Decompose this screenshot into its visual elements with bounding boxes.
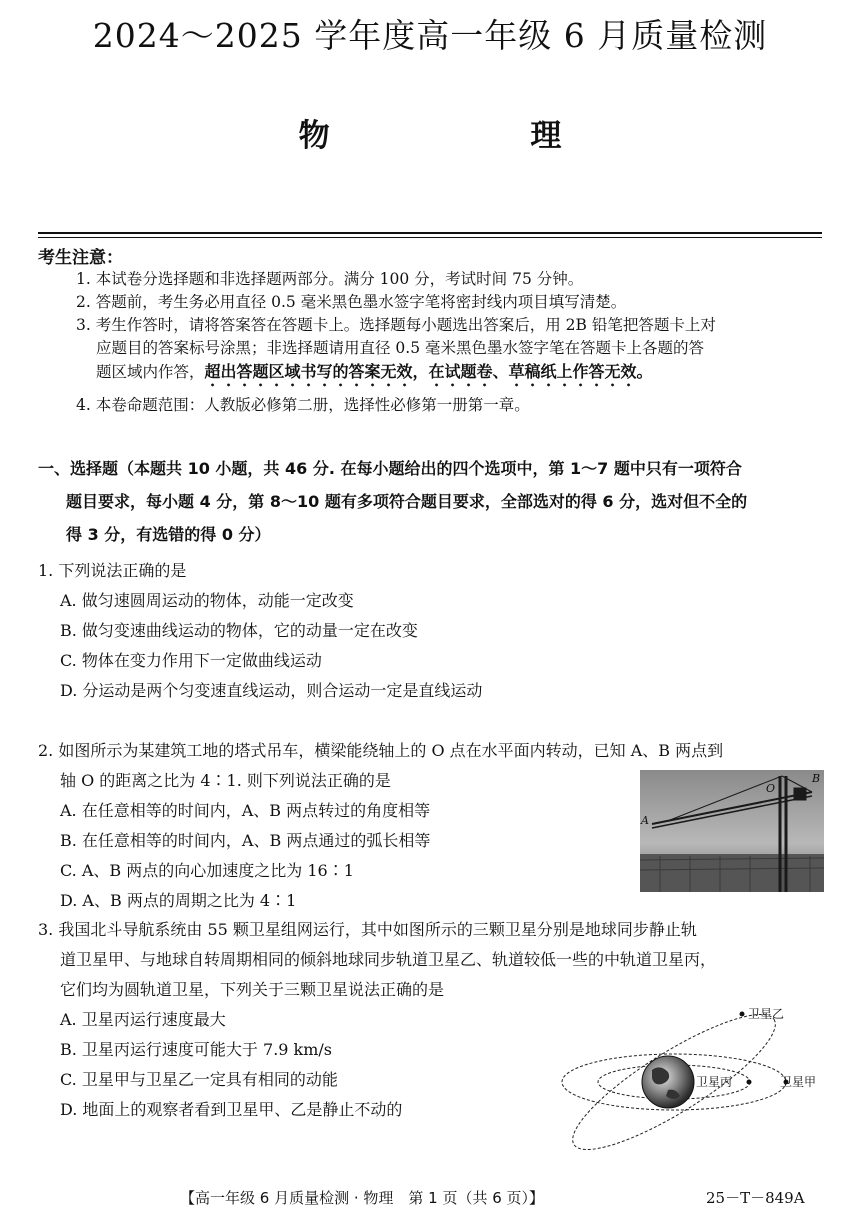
question-3-option-c: C. 卫星甲与卫星乙一定具有相同的动能 <box>60 1070 338 1089</box>
label-satellite-bing: 卫星丙 <box>696 1075 733 1089</box>
section-1-line-1: 一、选择题（本题共 10 小题，共 46 分. 在每小题给出的四个选项中，第 1～7 题中只有一项符合 <box>38 459 742 478</box>
header-rule-thick <box>38 232 822 234</box>
question-3-stem-line-3: 它们均为圆轨道卫星，下列关于三颗卫星说法正确的是 <box>60 980 445 999</box>
question-2-stem-line-1: 2. 如图所示为某建筑工地的塔式吊车，横梁能绕轴上的 O 点在水平面内转动，已知 A、B 两点到 <box>38 741 724 760</box>
notice-item-1: 1. 本试卷分选择题和非选择题两部分。满分 100 分，考试时间 75 分钟。 <box>76 270 584 288</box>
question-1-option-b: B. 做匀变速曲线运动的物体，它的动量一定在改变 <box>60 621 418 640</box>
crane-label-o: O <box>766 782 776 795</box>
notice-item-3: 3. 考生作答时，请将答案答在答题卡上。选择题每小题选出答案后，用 2B 铅笔把答题卡上对 <box>76 316 716 334</box>
question-2-option-b: B. 在任意相等的时间内，A、B 两点通过的弧长相等 <box>60 831 431 850</box>
question-3-stem-line-2: 道卫星甲、与地球自转周期相同的倾斜地球同步轨道卫星乙、轨道较低一些的中轨道卫星丙， <box>60 950 717 969</box>
notice-item-2: 2. 答题前，考生务必用直径 0.5 毫米黑色墨水签字笔将密封线内项目填写清楚。 <box>76 293 627 311</box>
question-1-option-a: A. 做匀速圆周运动的物体，动能一定改变 <box>60 591 354 610</box>
notice-item-3-tail: 题区域内作答， <box>96 363 205 381</box>
question-1-stem: 1. 下列说法正确的是 <box>38 561 187 580</box>
question-2-option-c: C. A、B 两点的向心加速度之比为 16∶1 <box>60 861 354 880</box>
exam-code: 25－T－849A <box>706 1189 805 1207</box>
question-3-option-a: A. 卫星丙运行速度最大 <box>60 1010 226 1029</box>
question-1-option-d: D. 分运动是两个匀变速直线运动，则合运动一定是直线运动 <box>60 681 483 700</box>
page-footer: 【高一年级 6 月质量检测 · 物理 第 1 页（共 6 页）】 <box>180 1189 545 1207</box>
notice-heading: 考生注意： <box>38 248 123 268</box>
tower-crane-photo <box>640 770 824 892</box>
crane-label-a: A <box>641 814 649 827</box>
crane-label-b: B <box>812 772 821 785</box>
question-2-stem-line-2: 轴 O 的距离之比为 4∶1. 则下列说法正确的是 <box>60 771 391 790</box>
label-satellite-yi: 卫星乙 <box>748 1007 785 1021</box>
question-1 <box>38 556 828 706</box>
header-rule-thin <box>38 237 822 238</box>
question-2-option-d: D. A、B 两点的周期之比为 4∶1 <box>60 891 297 910</box>
question-3-stem-line-1: 3. 我国北斗导航系统由 55 颗卫星组网运行，其中如图所示的三颗卫星分别是地球同步静止轨 <box>38 920 697 939</box>
question-1-option-c: C. 物体在变力作用下一定做曲线运动 <box>60 651 322 670</box>
notice-emphasis: 超出答题区域书写的答案无效，在试题卷、草稿纸上作答无效。 <box>204 362 653 381</box>
question-2-option-a: A. 在任意相等的时间内，A、B 两点转过的角度相等 <box>60 801 431 820</box>
question-3-option-d: D. 地面上的观察者看到卫星甲、乙是静止不动的 <box>60 1100 403 1119</box>
label-satellite-jia: 卫星甲 <box>780 1075 817 1089</box>
satellite-orbits-figure <box>556 1004 826 1174</box>
notice-item-3-cont-2 <box>76 360 826 390</box>
section-1-line-3: 得 3 分，有选错的得 0 分） <box>66 525 271 544</box>
notice-list <box>76 268 826 417</box>
subject-title: 物 理 <box>298 118 622 154</box>
section-1-heading <box>38 452 828 551</box>
exam-title: 2024～2025 学年度高一年级 6 月质量检测 <box>92 16 768 55</box>
satellite-yi-dot <box>740 1012 745 1017</box>
satellite-bing-dot <box>747 1080 752 1085</box>
earth-globe <box>642 1056 694 1108</box>
question-3-option-b: B. 卫星丙运行速度可能大于 7.9 km/s <box>60 1040 333 1059</box>
section-1-line-2: 题目要求，每小题 4 分，第 8～10 题有多项符合题目要求，全部选对的得 6 分，选对但不全的 <box>66 492 748 511</box>
notice-item-3-cont-1: 应题目的答案标号涂黑；非选择题请用直径 0.5 毫米黑色墨水签字笔在答题卡上各题的答 <box>96 339 705 357</box>
notice-item-4: 4. 本卷命题范围：人教版必修第二册，选择性必修第一册第一章。 <box>76 396 530 414</box>
